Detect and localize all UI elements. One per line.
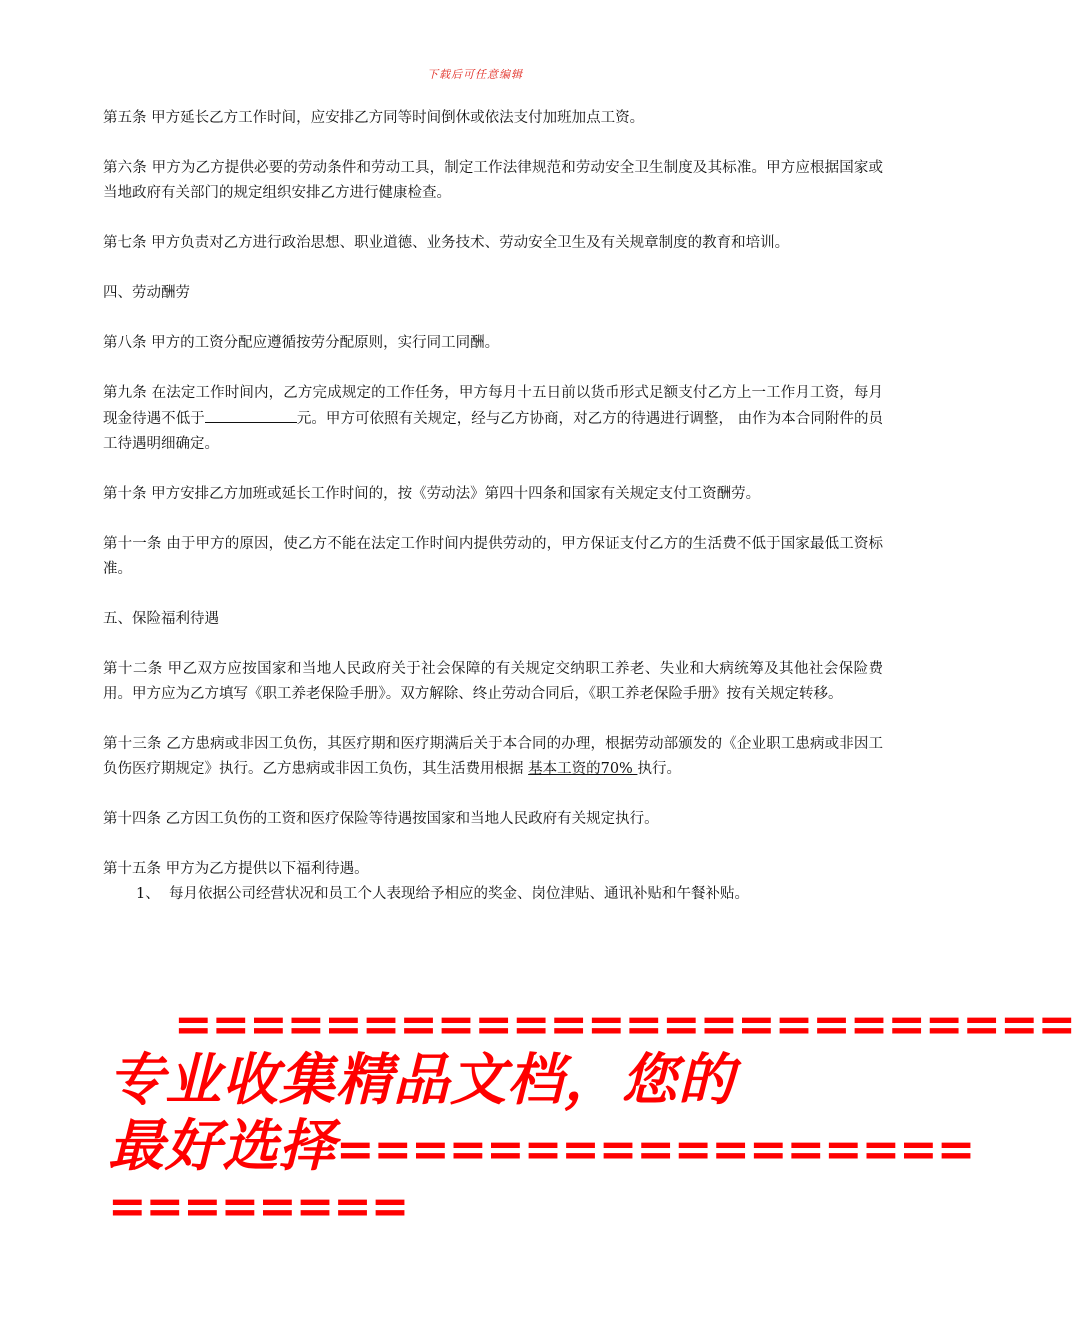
article-13	[103, 732, 883, 782]
promo-line-1: 专业收集精品文档，您的	[108, 1048, 735, 1113]
document-body	[103, 106, 883, 907]
article-13-underlined: 基本工资的70%	[528, 761, 638, 777]
article-8: 第八条 甲方的工资分配应遵循按劳分配原则，实行同工同酬。	[103, 335, 500, 351]
article-10: 第十条 甲方安排乙方加班或延长工作时间的，按《劳动法》第四十四条和国家有关规定支付工资酬劳。	[103, 486, 761, 502]
article-13-text-before: 第十三条 乙方患病或非因工负伤，其医疗期和医疗期满后关于本合同的办理，根据劳动部颁发的《企业职工患病或非因工负伤医疗期规定》执行。乙方患病或非因工负伤，其生活费用根据	[103, 736, 883, 777]
section-heading-4: 四、劳动酬劳	[103, 285, 190, 301]
section-heading-5: 五、保险福利待遇	[103, 611, 219, 627]
article-5: 第五条 甲方延长乙方工作时间，应安排乙方同等时间倒休或依法支付加班加点工资。	[103, 110, 645, 126]
article-15: 第十五条 甲方为乙方提供以下福利待遇。	[103, 861, 369, 877]
article-14: 第十四条 乙方因工负伤的工资和医疗保险等待遇按国家和当地人民政府有关规定执行。	[103, 811, 659, 827]
article-9-text-after: 元。甲方可依照有关规定，经与乙方协商，对乙方的待遇进行调整， 由作为本合同附件的员工待遇明细确定。	[103, 411, 884, 452]
list-item	[103, 882, 883, 907]
fill-in-blank	[205, 406, 297, 423]
article-7: 第七条 甲方负责对乙方进行政治思想、职业道德、业务技术、劳动安全卫生及有关规章制度的教育和培训。	[103, 235, 790, 251]
promo-line-2-dashes: =================	[336, 1122, 975, 1176]
article-12: 第十二条 甲乙双方应按国家和当地人民政府关于社会保障的有关规定交纳职工养老、失业和大病统筹及其他社会保险费用。甲方应为乙方填写《职工养老保险手册》。双方解除、终止劳动合同后，《职工养老保险手册》按有关规定转移。	[103, 661, 883, 702]
promo-dash-line: ========================	[174, 997, 1075, 1051]
promo-line-3: ========	[108, 1179, 409, 1233]
header-note: 下载后可任意编辑	[427, 68, 523, 81]
promo-banner	[108, 997, 1075, 1233]
article-11: 第十一条 由于甲方的原因，使乙方不能在法定工作时间内提供劳动的，甲方保证支付乙方的生活费不低于国家最低工资标准。	[103, 536, 883, 577]
article-6: 第六条 甲方为乙方提供必要的劳动条件和劳动工具，制定工作法律规范和劳动安全卫生制度及其标准。甲方应根据国家或当地政府有关部门的规定组织安排乙方进行健康检查。	[103, 160, 883, 201]
article-9-text-before: 第九条 在法定工作时间内，乙方完成规定的工作任务，甲方每月十五日前以货币形式足额支付乙方上一工作月工资，每月现金待遇不低于	[103, 385, 883, 427]
article-9	[103, 381, 883, 457]
promo-line-2	[108, 1114, 975, 1180]
list-item-text: 每月依据公司经营状况和员工个人表现给予相应的奖金、岗位津贴、通讯补贴和午餐补贴。	[169, 886, 749, 902]
list-item-number: 1、	[136, 886, 160, 902]
promo-line-2-text: 最好选择	[108, 1114, 336, 1179]
article-13-text-after: 执行。	[637, 761, 681, 777]
